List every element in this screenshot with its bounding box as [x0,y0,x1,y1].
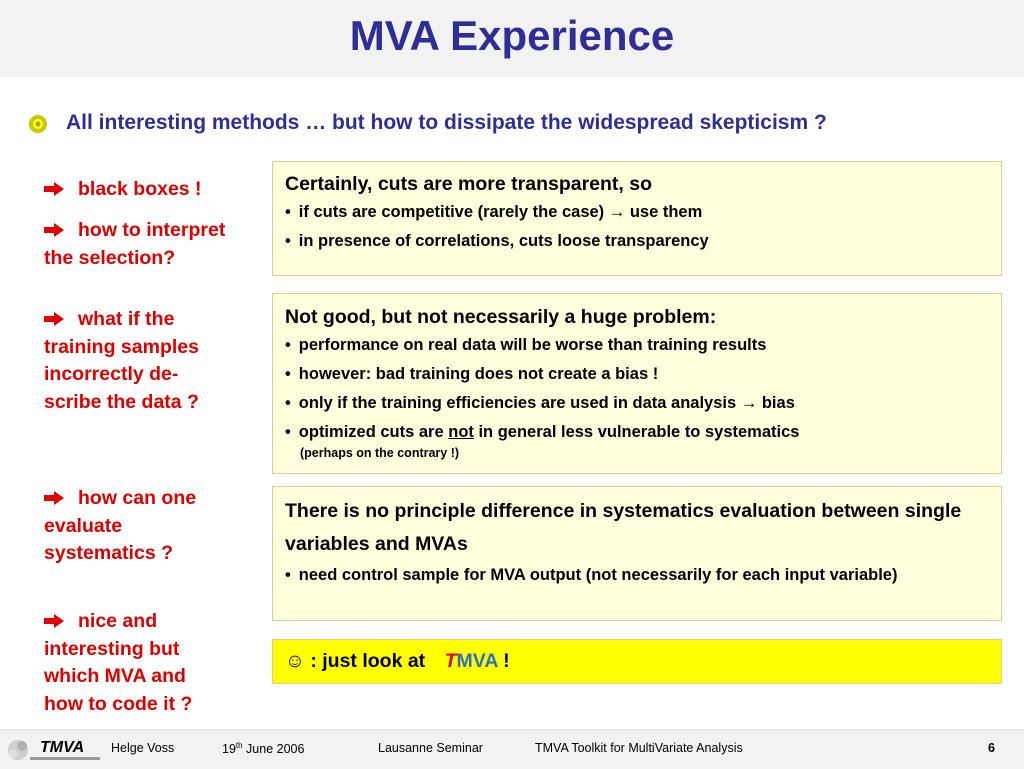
box-bullet: • optimized cuts are not in general less vulnerable to systematics [285,423,800,441]
main-bullet: All interesting methods … but how to dissipate the widespread skepticism ? [66,111,827,134]
box-bullet: • in presence of correlations, cuts loose transparency [285,232,709,250]
box-heading: Certainly, cuts are more transparent, so [285,173,653,195]
answer-box-training [272,293,1002,474]
box-bullet: • only if the training efficiencies are used in data analysis → bias [285,394,795,412]
left-item-systematics: how can one evaluate systematics ? [44,487,197,564]
box-bullet: • performance on real data will be worse than training results [285,336,767,354]
arrow-bullet-icon [44,491,64,505]
box-bullet: • need control sample for MVA output (not necessarily for each input variable) [285,566,898,584]
page-number: 6 [988,741,995,755]
footer [0,729,1024,769]
answer-box-systematics [272,486,1002,621]
sun-bullet-icon [28,114,48,134]
footer-toolkit: TMVA Toolkit for MultiVariate Analysis [535,741,743,755]
arrow-bullet-icon [44,223,64,237]
box-bullet: • however: bad training does not create a bias ! [285,365,659,383]
box-note: (perhaps on the contrary !) [300,446,460,460]
footer-date: 19th June 2006 [222,741,305,757]
smiley-icon: ☺ [285,650,305,672]
slide-title: MVA Experience [349,12,675,59]
box-bullet: • if cuts are competitive (rarely the case) → use them [285,203,703,221]
footer-event: Lausanne Seminar [378,741,483,755]
left-item-training-samples: what if the training samples incorrectly de- scribe the data ? [44,308,199,413]
arrow-bullet-icon [44,614,64,628]
footer-author: Helge Voss [111,741,175,755]
arrow-bullet-icon [44,312,64,326]
box-heading: Not good, but not necessarily a huge problem: [285,306,717,328]
left-item-interpret: how to interpret the selection? [44,219,226,269]
box-heading: There is no principle difference in systematics evaluation between single variables and MVAs [285,500,962,555]
left-item-which-mva: nice and interesting but which MVA and how to code it ? [44,610,193,715]
answer-box-transparency [272,161,1002,276]
left-item-black-boxes: black boxes ! [44,176,202,204]
answer-box-tmva: ☺ : just look at TMVA ! [272,639,1002,684]
arrow-bullet-icon [44,182,64,196]
logo-text: TMVA [40,739,85,756]
